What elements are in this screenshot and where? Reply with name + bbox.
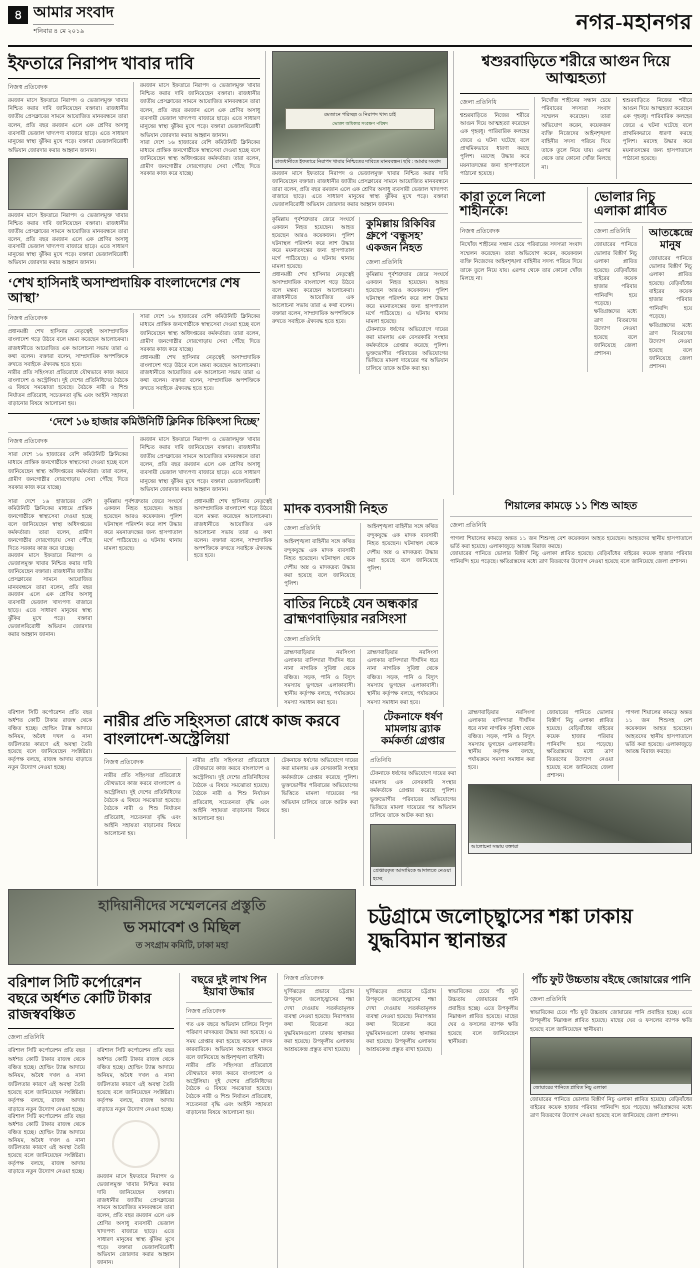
bhola-col-2 [649,226,692,371]
body-text: ব্রাহ্মণবাড়িয়ার নরসিংসা এলাকার বাসিন্দারা দীর্ঘদিন ধরে নানা নাগরিক সুবিধা থেকে বঞ্চিত। সড়ক, পানি ও বিদ্যুৎ সমস্যায় ভুগছেন এলাকাবাসী। স্থানীয় কর্তৃপক্ষ বলছে, পর্যায়ক্রমে সমস্যা সমাধান করা হবে। [468,710,535,772]
headline-comilla: কুমিল্লায় রিকিবির গ্রুপে ‘বন্ধুসহ’ একজন নিহত [366,219,436,255]
rf-c3 [625,710,692,780]
mid-col-1 [272,217,360,374]
sasur-col-3 [623,97,692,179]
conference-band [8,889,692,970]
body-text: পাগলা শিয়ালের কামড়ে অন্তত ১১ জন শিশুসহ বেশ কয়েকজন আহত হয়েছেন। আহতদের স্থানীয় হাসপাতালে ভর্তি করা হয়েছে। এলাকাজুড়ে আতঙ্ক বিরাজ করছে। [450,535,692,550]
photo-meeting-2 [468,784,692,854]
headline-bhola: ভোলার নিচু এলাকা প্লাবিত [594,188,667,219]
byline: নিজস্ব প্রতিবেদক [104,757,181,770]
siamese-block [450,499,692,708]
iftar-col-1 [8,82,134,268]
body-text: গত এক বছরে অভিযান চালিয়ে বিপুল পরিমাণ মাদকদ্রব্য উদ্ধার করা হয়েছে। এ সময় গ্রেপ্তার করা হয়েছে কয়েকশ মাদক কারবারিকে। অভিযান অব্যাহত থাকবে বলে জানিয়েছে আইনশৃঙ্খলা বাহিনী। [186,1021,272,1062]
body-text: টেকনাফে ধর্ষণের অভিযোগে দায়ের করা মামলায় এক বেসরকারি সংস্থার কর্মকর্তাকে গ্রেপ্তার করেছে পুলিশ। ভুক্তভোগীর পরিবারের অভিযোগের ভিত্তিতে মামলা দায়েরের পর অভিযান চালিয়ে তাকে আটক করা হয়। [281,757,359,815]
body-text: জোয়ারের পানিতে ভোলার বিস্তীর্ণ নিচু এলাকা প্লাবিত হয়েছে। বেড়িবাঁধের বাইরের কয়েক হাজার পরিবার পানিবন্দি হয়ে পড়েছে। ক্ষতিগ্রস্তদের মধ্যে ত্রাণ বিতরণের উদ্যোগ নেওয়া হয়েছে বলে জানিয়েছে জেলা প্রশাসন। [546,710,614,779]
body-text: টেকনাফে ধর্ষণের অভিযোগে দায়ের করা মামলায় এক বেসরকারি সংস্থার কর্মকর্তাকে গ্রেপ্তার করেছে পুলিশ। ভুক্তভোগীর পরিবারের অভিযোগের ভিত্তিতে মামলা দায়েরের পর অভিযান চালিয়ে তাকে আটক করা হয়। [370,771,456,820]
byline: জেলা প্রতিনিধি [284,634,438,647]
photo-flood [530,1037,692,1095]
body-text: শ্বশুরবাড়িতে নিজের শরীরে আগুন দিয়ে আত্মহত্যা করেছেন এক গৃহবধূ। পারিবারিক কলহের জেরে এ ঘটনা ঘটেছে বলে প্রাথমিকভাবে ধারণা করছে পুলিশ। মরদেহ উদ্ধার করে ময়নাতদন্তের জন্য হাসপাতালে পাঠানো হয়েছে। [460,112,530,178]
women-col-2 [193,757,276,839]
rf-c2 [547,710,620,780]
women-col-3 [281,757,358,839]
banner-line-3: ত সংগ্রাম কমিটি, ঢাকা মহা [135,939,229,950]
conference-photo-wrap [8,889,356,970]
body-text: রমজান মাসে ইফতারে নিরাপদ ও ভেজালমুক্ত খাবার নিশ্চিত করার দাবি জানিয়েছেন বক্তারা। রাজধানীর জাতীয় প্রেসক্লাবের সামনে আয়োজিত মানববন্ধনে তারা বলেন, প্রতি বছর রমজান এলে এক শ্রেণির অসাধু ব্যবসায়ী ভেজাল খাদ্যপণ্য বাজারে ছাড়ে। এতে সাধারণ মানুষের স্বাস্থ্য ঝুঁকির মুখে পড়ে। বক্তারা ভেজালবিরোধী অভিযান জোরদার করার আহ্বান জানান। [140,82,260,139]
body-text: কুমিল্লায় পূর্বশত্রুতার জেরে সংঘর্ষে একজন নিহত হয়েছেন। আহত হয়েছেন আরও কয়েকজন। পুলিশ ঘটনাস্থল পরিদর্শন করে লাশ উদ্ধার করে ময়নাতদন্তের জন্য হাসপাতাল মর্গে পাঠিয়েছে। এ ঘটনায় থানায় মামলা হয়েছে। [104,498,182,552]
top-block [8,51,692,495]
body-text: ঘূর্ণিঝড়ের প্রভাবে চট্টগ্রাম উপকূলে জলোচ্ছ্বাসের শঙ্কা দেখা দেওয়ায় সতর্কতামূলক ব্যবস্থা নেওয়া হয়েছে। নিরাপত্তার কথা বিবেচনা করে যুদ্ধবিমানগুলো ঢাকায় স্থানান্তর করা হয়েছে। উপকূলীয় এলাকায় আশ্রয়কেন্দ্র প্রস্তুত রাখা হয়েছে। [284,988,354,1054]
byline: জেলা প্রতিনিধি [530,994,692,1007]
headline-pach-foot: পাঁচ ফুট উচ্চতায় বইছে জোয়ারের পানি [531,974,691,986]
photo-iftar-rally [272,51,448,169]
hasina-col-1 [8,313,134,409]
banner-line-1: হাদিয়ানীদের সম্মেলনের প্রস্তুতি [98,898,266,914]
byline: জেলা প্রতিনিধি [284,523,355,536]
fil-c2 [194,499,272,562]
col-mid-top [272,51,454,495]
banner-org: ভোক্তা অধিকার সংরক্ষণ পরিষদ [332,121,388,126]
col-right-top [460,51,692,495]
chattogram-head-wrap [362,889,692,970]
women-filler-left [8,710,98,885]
pin-block [186,973,278,1268]
byline: জেলা প্রতিনিধি [366,257,448,270]
headline-chattogram: চট্টগ্রামে জলোচ্ছ্বাসের শঙ্কা ঢাকায় যুদ্ধবিমান স্থানান্তর [368,906,633,953]
barisal-col-1 [8,1047,91,1268]
masthead-date: শনিবার ৪ মে ২০১৯ [33,24,114,37]
body-text: জোয়ারের পানিতে ভোলার বিস্তীর্ণ নিচু এলাকা প্লাবিত হয়েছে। বেড়িবাঁধের বাইরের কয়েক হাজার পরিবার পানিবন্দি হয়ে পড়েছে। ক্ষতিগ্রস্তদের মধ্যে ত্রাণ বিতরণের উদ্যোগ নেওয়া হয়েছে বলে জানিয়েছে জেলা প্রশাসন। [530,1097,692,1119]
body-text: সারা দেশে ১৬ হাজারের বেশি কমিউনিটি ক্লিনিকের মাধ্যমে প্রান্তিক জনগোষ্ঠীকে স্বাস্থ্যসেবা দেওয়া হচ্ছে বলে জানিয়েছেন স্বাস্থ্য অধিদপ্তরের কর্মকর্তারা। তারা বলেন, গ্রামীণ জনগোষ্ঠীর দোরগোড়ায় সেবা পৌঁছে দিতে সরকার কাজ করে যাচ্ছে। [140,140,260,178]
byline: নিজস্ব প্রতিবেদক [186,1006,272,1019]
drug-col-1 [284,523,361,588]
mid-center-filler [104,499,278,708]
iftar-col-2 [140,82,260,268]
byline: জেলা প্রতিনিধি [594,226,637,239]
fil-c1 [104,499,188,562]
body-text: বরিশাল সিটি কর্পোরেশন প্রতি বছর অর্ধশত কোটি টাকার রাজস্ব থেকে বঞ্চিত হচ্ছে। হোল্ডিং ট্যাক্স আদায়ে অনিয়ম, অবৈধ দখল ও নানা জটিলতার কারণে এই অবস্থা তৈরি হয়েছে বলে জানিয়েছেন সংশ্লিষ্টরা। কর্তৃপক্ষ বলছে, রাজস্ব আদায় বাড়াতে নতুন উদ্যোগ নেওয়া হচ্ছে। [97,1048,174,1113]
body-text: রমজান মাসে ইফতারে নিরাপদ ও ভেজালমুক্ত খাবার নিশ্চিত করার দাবি জানিয়েছেন বক্তারা। রাজধানীর জাতীয় প্রেসক্লাবের সামনে আয়োজিত মানববন্ধনে তারা বলেন, প্রতি বছর রমজান এলে এক শ্রেণির অসাধু ব্যবসায়ী ভেজাল খাদ্যপণ্য বাজারে ছাড়ে। এতে সাধারণ মানুষের স্বাস্থ্য ঝুঁকির মুখে পড়ে। বক্তারা ভেজালবিরোধী অভিযান জোরদার করার আহ্বান জানান। [8,213,128,267]
headline-women-violence: নারীর প্রতি সহিংসতা রোধে কাজ করবে বাংলাদেশ-অস্ট্রেলিয়া [104,713,340,749]
women-col-1 [104,757,187,839]
chattogram-body [284,973,524,1268]
banner-text: রমজানে পরিচ্ছন্ন ও নিরাপদ খাদ্য চাই [324,113,396,118]
photo-caption: গ্রেপ্তারকৃত আসামিকে আদালতে নেওয়া হচ্ছে [371,867,455,885]
body-text: আইনশৃঙ্খলা বাহিনীর সঙ্গে কথিত বন্দুকযুদ্ধে এক মাদক ব্যবসায়ী নিহত হয়েছেন। ঘটনাস্থল থেকে দেশীয় অস্ত্র ও মাদকদ্রব্য উদ্ধার করা হয়েছে বলে জানিয়েছে পুলিশ। [284,539,355,588]
body-text: শ্বশুরবাড়িতে নিজের শরীরে আগুন দিয়ে আত্মহত্যা করেছেন এক গৃহবধূ। পারিবারিক কলহের জেরে এ ঘটনা ঘটেছে বলে প্রাথমিকভাবে ধারণা করছে পুলিশ। মরদেহ উদ্ধার করে ময়নাতদন্তের জন্য হাসপাতালে পাঠানো হয়েছে। [622,97,692,163]
body-text: সারা দেশে ১৬ হাজারের বেশি কমিউনিটি ক্লিনিকের মাধ্যমে প্রান্তিক জনগোষ্ঠীকে স্বাস্থ্যসেবা দেওয়া হচ্ছে বলে জানিয়েছেন স্বাস্থ্য অধিদপ্তরের কর্মকর্তারা। তারা বলেন, গ্রামীণ জনগোষ্ঠীর দোরগোড়ায় সেবা পৌঁছে দিতে সরকার কাজ করে যাচ্ছে। [8,498,92,552]
headline-community-clinic: ‘দেশে ১৬ হাজার কমিউনিটি ক্লিনিক চিকিৎসা দিচ্ছে’ [49,416,260,428]
photo-brac-arrest [370,824,456,886]
clinic-col-2 [140,436,260,495]
drug-dealer-block [284,499,444,708]
body-text: জোয়ারের পানিতে ভোলার বিস্তীর্ণ নিচু এলাকা প্লাবিত হয়েছে। বেড়িবাঁধের বাইরের কয়েক হাজার পরিবার পানিবন্দি হয়ে পড়েছে। ক্ষতিগ্রস্তদের মধ্যে ত্রাণ বিতরণের উদ্যোগ নেওয়া হয়েছে বলে জানিয়েছে জেলা প্রশাসন। [594,242,637,358]
body-text: নারীর প্রতি সহিংসতা প্রতিরোধে যৌথভাবে কাজ করবে বাংলাদেশ ও অস্ট্রেলিয়া। দুই দেশের প্রতিনিধিদের বৈঠকে এ বিষয়ে সমঝোতা হয়েছে। বৈঠকে নারী ও শিশু নির্যাতন প্রতিরোধ, সচেতনতা বৃদ্ধি এবং আইনি সহায়তা বাড়ানোর বিষয়ে আলোচনা হয়। [104,772,181,838]
masthead-left [8,6,114,37]
photo-meeting [8,158,128,210]
body-text: বরিশাল সিটি কর্পোরেশন প্রতি বছর অর্ধশত কোটি টাকার রাজস্ব থেকে বঞ্চিত হচ্ছে। হোল্ডিং ট্যাক্স আদায়ে অনিয়ম, অবৈধ দখল ও নানা জটিলতার কারণে এই অবস্থা তৈরি হয়েছে বলে জানিয়েছেন সংশ্লিষ্টরা। কর্তৃপক্ষ বলছে, রাজস্ব আদায় বাড়াতে নতুন উদ্যোগ নেওয়া হচ্ছে। [8,1114,85,1175]
lower-band [8,973,692,1268]
chat-col-2 [366,988,442,1055]
headline-brac: টেকনাফে ধর্ষণ মামলায় ব্র্যাক কর্মকর্তা গ্রেপ্তার [381,712,445,748]
byline: জেলা প্রতিনিধি [460,97,529,110]
headline-brahmanbaria: বাতির নিচেই যেন অন্ধকার ব্রাহ্মণবাড়িয়ার নরসিংসা [284,595,418,626]
byline: জেলা প্রতিনিধি [8,1032,174,1045]
body-text: নারীর প্রতি সহিংসতা প্রতিরোধে যৌথভাবে কাজ করবে বাংলাদেশ ও অস্ট্রেলিয়া। দুই দেশের প্রতিনিধিদের বৈঠকে এ বিষয়ে সমঝোতা হয়েছে। বৈঠকে নারী ও শিশু নির্যাতন প্রতিরোধ, সচেতনতা বৃদ্ধি এবং আইনি সহায়তা বাড়ানোর বিষয়ে আলোচনা হয়। [8,369,128,408]
chat-col-1 [284,988,360,1055]
body-text: কুমিল্লায় পূর্বশত্রুতার জেরে সংঘর্ষে একজন নিহত হয়েছেন। আহত হয়েছেন আরও কয়েকজন। পুলিশ ঘটনাস্থল পরিদর্শন করে লাশ উদ্ধার করে ময়নাতদন্তের জন্য হাসপাতাল মর্গে পাঠিয়েছে। এ ঘটনায় থানায় মামলা হয়েছে। [272,217,354,271]
photo-caption: রাজধানীতে ইফতারে নিরাপদ খাবার নিশ্চিতের দাবিতে মানববন্ধন। ছবি : আমার সংবাদ [273,158,447,168]
body-text: প্রধানমন্ত্রী শেখ হাসিনার নেতৃত্বেই অসাম্প্রদায়িক বাংলাদেশ গড়ে উঠবে বলে মন্তব্য করেছেন আলোচকরা। রাজধানীতে আয়োজিত এক আলোচনা সভায় তারা এ কথা বলেন। বক্তারা বলেন, সাম্প্রদায়িক অপশক্তিকে রুখতে সবাইকে ঐক্যবদ্ধ হতে হবে। [140,354,260,393]
barisal-col-2 [97,1047,174,1268]
section-title: নগর-মহানগর [576,10,692,34]
body-text: ব্রাহ্মণবাড়িয়ার নরসিংসা এলাকার বাসিন্দারা দীর্ঘদিন ধরে নানা নাগরিক সুবিধা থেকে বঞ্চিত। সড়ক, পানি ও বিদ্যুৎ সমস্যায় ভুগছেন এলাকাবাসী। স্থানীয় কর্তৃপক্ষ বলছে, পর্যায়ক্রমে সমস্যা সমাধান করা হবে। [367,649,438,706]
body-text: রমজান মাসে ইফতারে নিরাপদ ও ভেজালমুক্ত খাবার নিশ্চিত করার দাবি জানিয়েছেন বক্তারা। রাজধানীর জাতীয় প্রেসক্লাবের সামনে আয়োজিত মানববন্ধনে তারা বলেন, প্রতি বছর রমজান এলে এক শ্রেণির অসাধু ব্যবসায়ী ভেজাল খাদ্যপণ্য বাজারে ছাড়ে। এতে সাধারণ মানুষের স্বাস্থ্য ঝুঁকির মুখে পড়ে। বক্তারা ভেজালবিরোধী অভিযান জোরদার করার আহ্বান জানান। [97,1174,174,1267]
body-text: নারীর প্রতি সহিংসতা প্রতিরোধে যৌথভাবে কাজ করবে বাংলাদেশ ও অস্ট্রেলিয়া। দুই দেশের প্রতিনিধিদের বৈঠকে এ বিষয়ে সমঝোতা হয়েছে। বৈঠকে নারী ও শিশু নির্যাতন প্রতিরোধ, সচেতনতা বৃদ্ধি এবং আইনি সহায়তা বাড়ানোর বিষয়ে আলোচনা হয়। [186,1062,272,1116]
body-text: পাগলা শিয়ালের কামড়ে অন্তত ১১ জন শিশুসহ বেশ কয়েকজন আহত হয়েছেন। আহতদের স্থানীয় হাসপাতালে ভর্তি করা হয়েছে। এলাকাজুড়ে আতঙ্ক বিরাজ করছে। [625,710,693,756]
masthead [8,6,692,47]
body-text: রমজান মাসে ইফতারে নিরাপদ ও ভেজালমুক্ত খাবার নিশ্চিত করার দাবি জানিয়েছেন বক্তারা। রাজধানীর জাতীয় প্রেসক্লাবের সামনে আয়োজিত মানববন্ধনে তারা বলেন, প্রতি বছর রমজান এলে এক শ্রেণির অসাধু ব্যবসায়ী ভেজাল খাদ্যপণ্য বাজারে ছাড়ে। এতে সাধারণ মানুষের স্বাস্থ্য ঝুঁকির মুখে পড়ে। বক্তারা ভেজালবিরোধী অভিযান জোরদার করার আহ্বান জানান। [140,436,260,494]
clinic-col-1 [8,436,134,495]
headline-hasina: ‘শেখ হাসিনাই অসাম্প্রদায়িক বাংলাদেশের শেষ আস্থা’ [8,274,240,305]
col-left-top [8,51,266,495]
barisal-block [8,973,180,1268]
shahin-bhola-row [460,187,692,372]
hasina-col-2 [140,313,260,409]
body-text: সারা দেশে ১৬ হাজারের বেশি কমিউনিটি ক্লিনিকের মাধ্যমে প্রান্তিক জনগোষ্ঠীকে স্বাস্থ্যসেবা দেওয়া হচ্ছে বলে জানিয়েছেন স্বাস্থ্য অধিদপ্তরের কর্মকর্তারা। তারা বলেন, গ্রামীণ জনগোষ্ঠীর দোরগোড়ায় সেবা পৌঁছে দিতে সরকার কাজ করে যাচ্ছে। [8,451,128,492]
mid-col-2 [366,217,448,374]
body-text: রমজান মাসে ইফতারে নিরাপদ ও ভেজালমুক্ত খাবার নিশ্চিত করার দাবি জানিয়েছেন বক্তারা। রাজধানীর জাতীয় প্রেসক্লাবের সামনে আয়োজিত মানববন্ধনে তারা বলেন, প্রতি বছর রমজান এলে এক শ্রেণির অসাধু ব্যবসায়ী ভেজাল খাদ্যপণ্য বাজারে ছাড়ে। এতে সাধারণ মানুষের স্বাস্থ্য ঝুঁকির মুখে পড়ে। বক্তারা ভেজালবিরোধী অভিযান জোরদার করার আহ্বান জানান। [272,171,448,209]
body-text: সারা দেশে ১৬ হাজারের বেশি কমিউনিটি ক্লিনিকের মাধ্যমে প্রান্তিক জনগোষ্ঠীকে স্বাস্থ্যসেবা দেওয়া হচ্ছে বলে জানিয়েছেন স্বাস্থ্য অধিদপ্তরের কর্মকর্তারা। তারা বলেন, গ্রামীণ জনগোষ্ঠীর দোরগোড়ায় সেবা পৌঁছে দিতে সরকার কাজ করে যাচ্ছে। [140,313,260,354]
headline-drug-dealer: মাদক ব্যবসায়ী নিহত [284,500,388,516]
masthead-right [576,6,692,41]
headline-shahin: কারা তুলে নিলো শাহীনকে! [460,188,546,219]
banner-line-2: ভ সমাবেশ ও মিছিল [123,919,241,936]
body-text: প্রধানমন্ত্রী শেখ হাসিনার নেতৃত্বেই অসাম্প্রদায়িক বাংলাদেশ গড়ে উঠবে বলে মন্তব্য করেছেন আলোচকরা। রাজধানীতে আয়োজিত এক আলোচনা সভায় তারা এ কথা বলেন। বক্তারা বলেন, সাম্প্রদায়িক অপশক্তিকে রুখতে সবাইকে ঐক্যবদ্ধ হতে হবে। [194,498,272,560]
body-text: কুমিল্লায় পূর্বশত্রুতার জেরে সংঘর্ষে একজন নিহত হয়েছেন। আহত হয়েছেন আরও কয়েকজন। পুলিশ ঘটনাস্থল পরিদর্শন করে লাশ উদ্ধার করে ময়নাতদন্তের জন্য হাসপাতাল মর্গে পাঠিয়েছে। এ ঘটনায় থানায় মামলা হয়েছে। [366,272,448,326]
byline: জেলা প্রতিনিধি [450,520,692,533]
body-text: ব্রাহ্মণবাড়িয়ার নরসিংসা এলাকার বাসিন্দারা দীর্ঘদিন ধরে নানা নাগরিক সুবিধা থেকে বঞ্চিত। সড়ক, পানি ও বিদ্যুৎ সমস্যায় ভুগছেন এলাকাবাসী। স্থানীয় কর্তৃপক্ষ বলছে, পর্যায়ক্রমে সমস্যা সমাধান করা হবে। [284,649,355,706]
photo-caption: আলোচনা সভায় বক্তারা [469,843,691,853]
rf-c1 [468,710,541,780]
body-text: বরিশাল সিটি কর্পোরেশন প্রতি বছর অর্ধশত কোটি টাকার রাজস্ব থেকে বঞ্চিত হচ্ছে। হোল্ডিং ট্যাক্স আদায়ে অনিয়ম, অবৈধ দখল ও নানা জটিলতার কারণে এই অবস্থা তৈরি হয়েছে বলে জানিয়েছেন সংশ্লিষ্টরা। কর্তৃপক্ষ বলছে, রাজস্ব আদায় বাড়াতে নতুন উদ্যোগ নেওয়া হচ্ছে। [8,1048,85,1113]
body-text: নিখোঁজ শাহীনের সন্ধান চেয়ে পরিবারের সদস্যরা সংবাদ সম্মেলন করেছেন। তারা অভিযোগ করেন, কয়েকজন ব্যক্তি নিজেদের আইনশৃঙ্খলা বাহিনীর সদস্য পরিচয় দিয়ে তাকে তুলে নিয়ে যায়। এরপর থেকে তার কোনো খোঁজ মিলছে না। [541,97,611,171]
body-text: রমজান মাসে ইফতারে নিরাপদ ও ভেজালমুক্ত খাবার নিশ্চিত করার দাবি জানিয়েছেন বক্তারা। রাজধানীর জাতীয় প্রেসক্লাবের সামনে আয়োজিত মানববন্ধনে তারা বলেন, প্রতি বছর রমজান এলে এক শ্রেণির অসাধু ব্যবসায়ী ভেজাল খাদ্যপণ্য বাজারে ছাড়ে। এতে সাধারণ মানুষের স্বাস্থ্য ঝুঁকির মুখে পড়ে। বক্তারা ভেজালবিরোধী অভিযান জোরদার করার আহ্বান জানান। [8,97,128,154]
middle-band [8,499,692,708]
page-number: ৪ [8,6,28,24]
headline-sasurbari: শ্বশুরবাড়িতে শরীরে আগুন দিয়ে আত্মহত্যা [481,54,671,88]
body-text: আইনশৃঙ্খলা বাহিনীর সঙ্গে কথিত বন্দুকযুদ্ধে এক মাদক ব্যবসায়ী নিহত হয়েছেন। ঘটনাস্থল থেকে দেশীয় অস্ত্র ও মাদকদ্রব্য উদ্ধার করা হয়েছে বলে জানিয়েছে পুলিশ। [367,524,438,573]
headline-siamese: শিয়ালের কামড়ে ১১ শিশু আহত [504,500,638,512]
byline: নিজস্ব প্রতিবেদক [8,313,128,326]
photo-caption: জোয়ারের পানিতে প্লাবিত নিচু এলাকা [531,1084,691,1094]
body-text: জোয়ারের পানিতে ভোলার বিস্তীর্ণ নিচু এলাকা প্লাবিত হয়েছে। বেড়িবাঁধের বাইরের কয়েক হাজার পরিবার পানিবন্দি হয়ে পড়েছে। ক্ষতিগ্রস্তদের মধ্যে ত্রাণ বিতরণের উদ্যোগ নেওয়া হয়েছে বলে জানিয়েছে জেলা প্রশাসন। [649,255,692,371]
drug-col-2 [367,523,438,588]
sasur-col-1 [460,97,535,179]
body-text: ঘূর্ণিঝড়ের প্রভাবে চট্টগ্রাম উপকূলে জলোচ্ছ্বাসের শঙ্কা দেখা দেওয়ায় সতর্কতামূলক ব্যবস্থা নেওয়া হয়েছে। নিরাপত্তার কথা বিবেচনা করে যুদ্ধবিমানগুলো ঢাকায় স্থানান্তর করা হয়েছে। উপকূলীয় এলাকায় আশ্রয়কেন্দ্র প্রস্তুত রাখা হয়েছে। [366,988,436,1054]
brah-col-1 [284,649,361,708]
byline: প্রতিনিধি [370,755,456,768]
women-band [8,710,692,885]
sasur-col-2 [541,97,616,179]
right-filler-block [468,710,692,885]
shahin-block [460,187,588,372]
body-text: প্রধানমন্ত্রী শেখ হাসিনার নেতৃত্বেই অসাম্প্রদায়িক বাংলাদেশ গড়ে উঠবে বলে মন্তব্য করেছেন আলোচকরা। রাজধানীতে আয়োজিত এক আলোচনা সভায় তারা এ কথা বলেন। বক্তারা বলেন, সাম্প্রদায়িক অপশক্তিকে রুখতে সবাইকে ঐক্যবদ্ধ হতে হবে। [272,271,354,325]
chat-col-3 [448,988,518,1055]
body-text: বরিশাল সিটি কর্পোরেশন প্রতি বছর অর্ধশত কোটি টাকার রাজস্ব থেকে বঞ্চিত হচ্ছে। হোল্ডিং ট্যাক্স আদায়ে অনিয়ম, অবৈধ দখল ও নানা জটিলতার কারণে এই অবস্থা তৈরি হয়েছে বলে জানিয়েছেন সংশ্লিষ্টরা। কর্তৃপক্ষ বলছে, রাজস্ব আদায় বাড়াতে নতুন উদ্যোগ নেওয়া হচ্ছে। [8,710,92,772]
bhola-block [594,187,692,372]
body-text: নিখোঁজ শাহীনের সন্ধান চেয়ে পরিবারের সদস্যরা সংবাদ সম্মেলন করেছেন। তারা অভিযোগ করেন, কয়েকজন ব্যক্তি নিজেদের আইনশৃঙ্খলা বাহিনীর সদস্য পরিচয় দিয়ে তাকে তুলে নিয়ে যায়। এরপর থেকে তার কোনো খোঁজ মিলছে না। [460,242,582,282]
women-block [104,710,364,885]
seal-watermark [112,1120,160,1168]
mid-left-filler [8,499,98,708]
headline-iftar: ইফতারে নিরাপদ খাবার দাবি [8,54,194,73]
pach-foot-block [530,973,692,1268]
body-text: জোয়ারের পানিতে ভোলার বিস্তীর্ণ নিচু এলাকা প্লাবিত হয়েছে। বেড়িবাঁধের বাইরের কয়েক হাজার পরিবার পানিবন্দি হয়ে পড়েছে। ক্ষতিগ্রস্তদের মধ্যে ত্রাণ বিতরণের উদ্যোগ নেওয়া হয়েছে বলে জানিয়েছে জেলা প্রশাসন। [450,551,692,566]
byline: নিজস্ব প্রতিবেদক [8,436,128,449]
body-text: স্বাভাবিকের চেয়ে পাঁচ ফুট উচ্চতায় জোয়ারের পানি প্রবাহিত হচ্ছে। এতে উপকূলীয় নিম্নাঞ্চল প্লাবিত হয়েছে। মাছের ঘের ও ফসলের ব্যাপক ক্ষতি হয়েছে বলে জানিয়েছেন স্থানীয়রা। [448,988,518,1046]
photo-conference [8,889,356,965]
headline-barisal: বরিশাল সিটি কর্পোরেশন বছরে অর্ধশত কোটি টাকার রাজস্ববঞ্চিত [8,975,152,1024]
body-text: প্রধানমন্ত্রী শেখ হাসিনার নেতৃত্বেই অসাম্প্রদায়িক বাংলাদেশ গড়ে উঠবে বলে মন্তব্য করেছেন আলোচকরা। রাজধানীতে আয়োজিত এক আলোচনা সভায় তারা এ কথা বলেন। বক্তারা বলেন, সাম্প্রদায়িক অপশক্তিকে রুখতে সবাইকে ঐক্যবদ্ধ হতে হবে। [8,328,128,369]
body-text: স্বাভাবিকের চেয়ে পাঁচ ফুট উচ্চতায় জোয়ারের পানি প্রবাহিত হচ্ছে। এতে উপকূলীয় নিম্নাঞ্চল প্লাবিত হয়েছে। মাছের ঘের ও ফসলের ব্যাপক ক্ষতি হয়েছে বলে জানিয়েছেন স্থানীয়রা। [530,1009,692,1033]
headline-pin-recovered: বছরে দুই লাখ পিন ইয়াবা উদ্ধার [191,974,267,998]
bhola-col-1 [594,226,643,371]
byline: নিজস্ব প্রতিবেদক [8,82,128,95]
body-text: টেকনাফে ধর্ষণের অভিযোগে দায়ের করা মামলায় এক বেসরকারি সংস্থার কর্মকর্তাকে গ্রেপ্তার করেছে পুলিশ। ভুক্তভোগীর পরিবারের অভিযোগের ভিত্তিতে মামলা দায়েরের পর অভিযান চালিয়ে তাকে আটক করা হয়। [366,327,448,373]
brac-block [370,710,462,885]
brah-col-2 [367,649,438,708]
byline: নিজস্ব প্রতিবেদক [460,226,582,239]
body-text: নারীর প্রতি সহিংসতা প্রতিরোধে যৌথভাবে কাজ করবে বাংলাদেশ ও অস্ট্রেলিয়া। দুই দেশের প্রতিনিধিদের বৈঠকে এ বিষয়ে সমঝোতা হয়েছে। বৈঠকে নারী ও শিশু নির্যাতন প্রতিরোধ, সচেতনতা বৃদ্ধি এবং আইনি সহায়তা বাড়ানোর বিষয়ে আলোচনা হয়। [192,757,270,823]
paper-name: আমার সংবাদ [33,5,114,21]
body-text: রমজান মাসে ইফতারে নিরাপদ ও ভেজালমুক্ত খাবার নিশ্চিত করার দাবি জানিয়েছেন বক্তারা। রাজধানীর জাতীয় প্রেসক্লাবের সামনে আয়োজিত মানববন্ধনে তারা বলেন, প্রতি বছর রমজান এলে এক শ্রেণির অসাধু ব্যবসায়ী ভেজাল খাদ্যপণ্য বাজারে ছাড়ে। এতে সাধারণ মানুষের স্বাস্থ্য ঝুঁকির মুখে পড়ে। বক্তারা ভেজালবিরোধী অভিযান জোরদার করার আহ্বান জানান। [8,553,92,638]
byline: নিজস্ব প্রতিবেদক [284,973,518,986]
subheadline-bhola: আতঙ্কেন্দ্রে মানুষ [649,228,693,252]
